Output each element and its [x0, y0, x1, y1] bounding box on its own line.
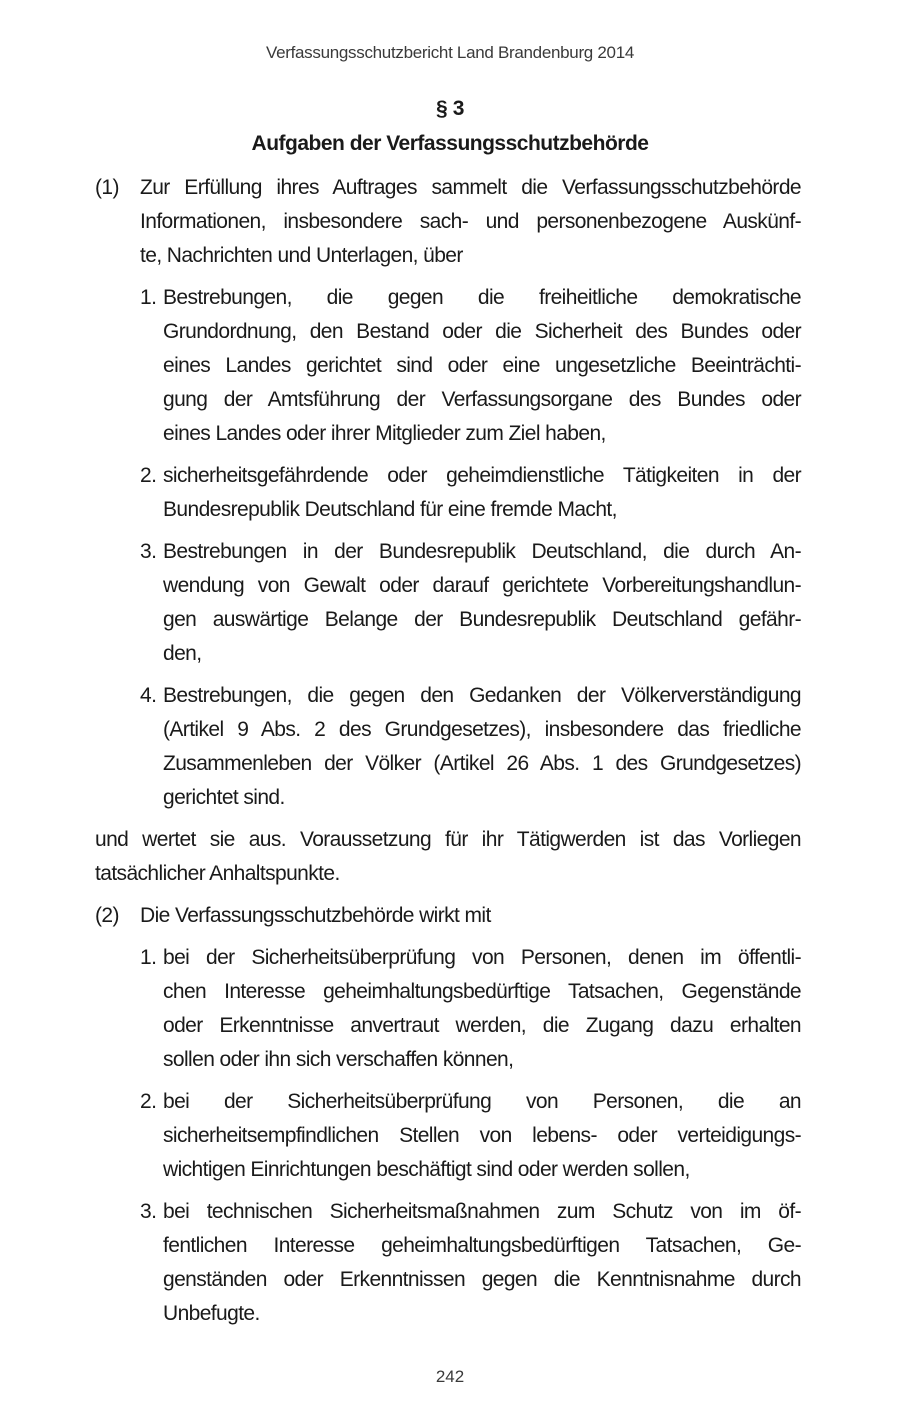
text-line: gerichtet sind.	[163, 786, 285, 809]
text-line: Bestrebungen, die gegen den Gedanken der Völkerverständigung	[163, 684, 801, 707]
item-number: 3.	[140, 1200, 157, 1223]
text-line: genständen oder Erkenntnissen gegen die Kenntnisnahme durch	[163, 1268, 801, 1291]
text-line: sicherheitsgefährdende oder geheimdienstliche Tätigkeiten in der	[163, 464, 801, 487]
list-item	[95, 1085, 801, 1187]
text-lines	[163, 535, 801, 671]
text-line: Zusammenleben der Völker (Artikel 26 Abs. 1 des Grundgesetzes)	[163, 752, 801, 775]
text-line: fentlichen Interesse geheimhaltungsbedürftigen Tatsachen, Ge-	[163, 1234, 801, 1257]
text-line: bei der Sicherheitsüberprüfung von Personen, denen im öffentli-	[163, 946, 801, 969]
document-body	[95, 171, 801, 1331]
list-item	[95, 941, 801, 1077]
list-item	[95, 1195, 801, 1331]
text-lines	[95, 823, 801, 891]
text-line: sollen oder ihn sich verschaffen können,	[163, 1048, 514, 1071]
item-number: 2.	[140, 1090, 157, 1113]
item-number: 1.	[140, 946, 157, 969]
text-line: Bundesrepublik Deutschland für eine fremde Macht,	[163, 498, 617, 521]
page-number: 242	[435, 1367, 465, 1386]
item-number: (2)	[95, 904, 119, 927]
text-line: und wertet sie aus. Voraussetzung für ihr Tätigwerden ist das Vorliegen	[95, 828, 801, 851]
paragraph	[95, 899, 801, 933]
list-item	[95, 281, 801, 451]
text-line: te, Nachrichten und Unterlagen, über	[140, 244, 463, 267]
text-line: den,	[163, 642, 202, 665]
text-line: Unbefugte.	[163, 1302, 260, 1325]
text-line: Grundordnung, den Bestand oder die Sicherheit des Bundes oder	[163, 320, 801, 343]
text-lines	[163, 281, 801, 451]
text-line: wichtigen Einrichtungen beschäftigt sind oder werden sollen,	[163, 1158, 690, 1181]
text-line: Zur Erfüllung ihres Auftrages sammelt die Verfassungsschutzbehörde	[140, 176, 801, 199]
text-line: eines Landes gerichtet sind oder eine ungesetzliche Beeinträchti-	[163, 354, 801, 377]
text-line: Bestrebungen in der Bundesrepublik Deutschland, die durch An-	[163, 540, 801, 563]
text-line: eines Landes oder ihrer Mitglieder zum Ziel haben,	[163, 422, 606, 445]
text-line: wendung von Gewalt oder darauf gerichtete Vorbereitungshandlun-	[163, 574, 801, 597]
list-item	[95, 459, 801, 527]
text-line: chen Interesse geheimhaltungsbedürftige Tatsachen, Gegenstände	[163, 980, 801, 1003]
list-item	[95, 679, 801, 815]
section-title: Aufgaben der Verfassungsschutzbehörde	[251, 132, 649, 155]
text-lines	[140, 171, 801, 273]
text-line: sicherheitsempfindlichen Stellen von lebens- oder verteidigungs-	[163, 1124, 801, 1147]
text-line: bei technischen Sicherheitsmaßnahmen zum Schutz von im öf-	[163, 1200, 801, 1223]
text-line: gung der Amtsführung der Verfassungsorgane des Bundes oder	[163, 388, 801, 411]
text-line: tatsächlicher Anhaltspunkte.	[95, 862, 340, 885]
text-lines	[163, 1085, 801, 1187]
text-line: Die Verfassungsschutzbehörde wirkt mit	[140, 904, 491, 927]
text-lines	[140, 899, 801, 933]
text-line: Informationen, insbesondere sach- und personenbezogene Auskünf-	[140, 210, 801, 233]
item-number: 3.	[140, 540, 157, 563]
item-number: (1)	[95, 176, 119, 199]
item-number: 2.	[140, 464, 157, 487]
running-header: Verfassungsschutzbericht Land Brandenburg 2014	[265, 43, 635, 62]
text-lines	[163, 1195, 801, 1331]
item-number: 4.	[140, 684, 157, 707]
paragraph	[95, 171, 801, 273]
text-lines	[163, 941, 801, 1077]
text-lines	[163, 459, 801, 527]
text-line: gen auswärtige Belange der Bundesrepublik Deutschland gefähr-	[163, 608, 801, 631]
text-line: Bestrebungen, die gegen die freiheitliche demokratische	[163, 286, 801, 309]
list-item	[95, 535, 801, 671]
text-line: bei der Sicherheitsüberprüfung von Personen, die an	[163, 1090, 801, 1113]
text-lines	[163, 679, 801, 815]
paragraph	[95, 823, 801, 891]
text-line: (Artikel 9 Abs. 2 des Grundgesetzes), insbesondere das friedliche	[163, 718, 801, 741]
text-line: oder Erkenntnisse anvertraut werden, die Zugang dazu erhalten	[163, 1014, 801, 1037]
section-number: § 3	[436, 97, 464, 120]
item-number: 1.	[140, 286, 157, 309]
